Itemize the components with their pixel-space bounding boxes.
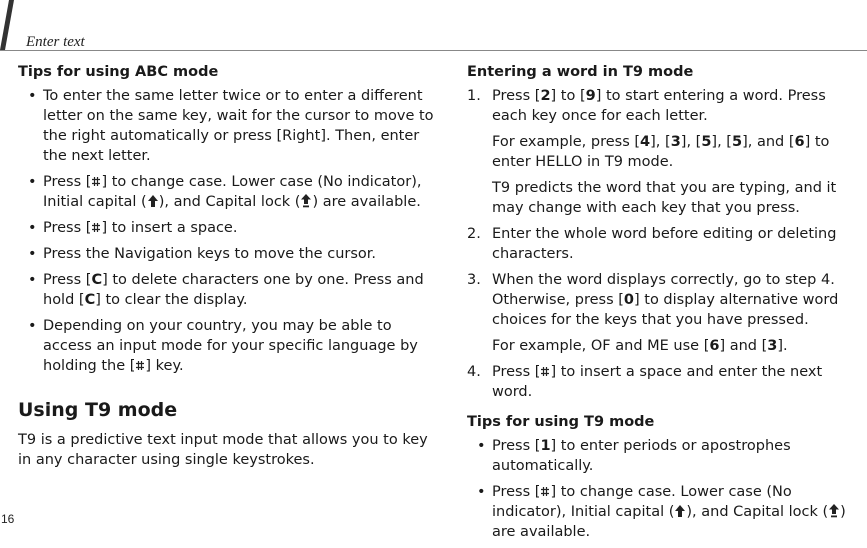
- t9-tips-heading: Tips for using T9 mode: [467, 414, 655, 430]
- t9-entering-heading: Entering a word in T9 mode: [467, 64, 694, 80]
- initial-capital-icon: [674, 504, 686, 518]
- hash-key-icon: [135, 359, 145, 372]
- capital-lock-icon: [300, 193, 312, 208]
- step-note: T9 predicts the word that you are typing, and it may change with each key that you press.: [492, 180, 837, 216]
- list-item: 4. Press [ ] to insert a space and enter the next word.: [467, 364, 823, 400]
- list-item: • Press [1] to enter periods or apostrophes automatically.: [477, 438, 791, 474]
- abc-tips-list: [18, 86, 438, 376]
- t9-steps-list: [467, 86, 865, 402]
- list-item: 2. Enter the whole word before editing or deleting characters.: [467, 226, 837, 262]
- capital-lock-icon: [828, 503, 840, 518]
- list-item: • Press [ ] to insert a space.: [28, 220, 238, 236]
- t9-tips-list: [467, 436, 865, 542]
- header-accent-bar: [0, 0, 14, 50]
- list-item: • Depending on your country, you may be able to access an input mode for your specific language by holding the [ ] key.: [28, 318, 418, 374]
- step-note: For example, press [4], [3], [5], [5], and [6] to enter HELLO in T9 mode.: [492, 134, 830, 170]
- page-number: 16: [1, 512, 15, 526]
- hash-key-icon: [540, 485, 550, 498]
- list-item: • Press [C] to delete characters one by one. Press and hold [C] to clear the display.: [28, 272, 424, 308]
- hash-key-icon: [540, 365, 550, 378]
- list-item: • Press the Navigation keys to move the cursor.: [28, 246, 377, 262]
- list-item: 3. When the word displays correctly, go to step 4. Otherwise, press [0] to display alternative word choices for the keys that you have pressed. For example, OF and ME use [6] and [3].: [467, 270, 865, 356]
- initial-capital-icon: [147, 194, 159, 208]
- step-note: For example, OF and ME use [6] and [3].: [492, 338, 788, 354]
- list-item: 1. Press [2] to [9] to start entering a word. Press each key once for each letter. For example, press [4], [3], [5], [5], and [6] to enter HELLO in T9 mode. T9 predicts the word that you are typing, and it may change with each key that you press.: [467, 86, 865, 218]
- list-item: • Press [ ] to change case. Lower case (No indicator), Initial capital ( ), and Capital lock ( ) are available.: [477, 484, 846, 540]
- left-column: [18, 62, 438, 470]
- t9-intro-paragraph: T9 is a predictive text input mode that allows you to key in any character using single keystrokes.: [18, 432, 428, 468]
- list-item: • To enter the same letter twice or to enter a different letter on the same key, wait for the cursor to move to the right automatically or press [Right]. Then, enter the next letter.: [28, 88, 434, 164]
- right-column: [467, 62, 865, 548]
- section-title: Enter text: [26, 34, 85, 50]
- list-item: • Press [ ] to change case. Lower case (No indicator), Initial capital ( ), and Capital lock ( ) are available.: [28, 174, 422, 210]
- t9-mode-heading: Using T9 mode: [18, 399, 178, 421]
- hash-key-icon: [91, 175, 101, 188]
- abc-tips-heading: Tips for using ABC mode: [18, 64, 219, 80]
- header-rule: [0, 50, 867, 51]
- hash-key-icon: [91, 221, 101, 234]
